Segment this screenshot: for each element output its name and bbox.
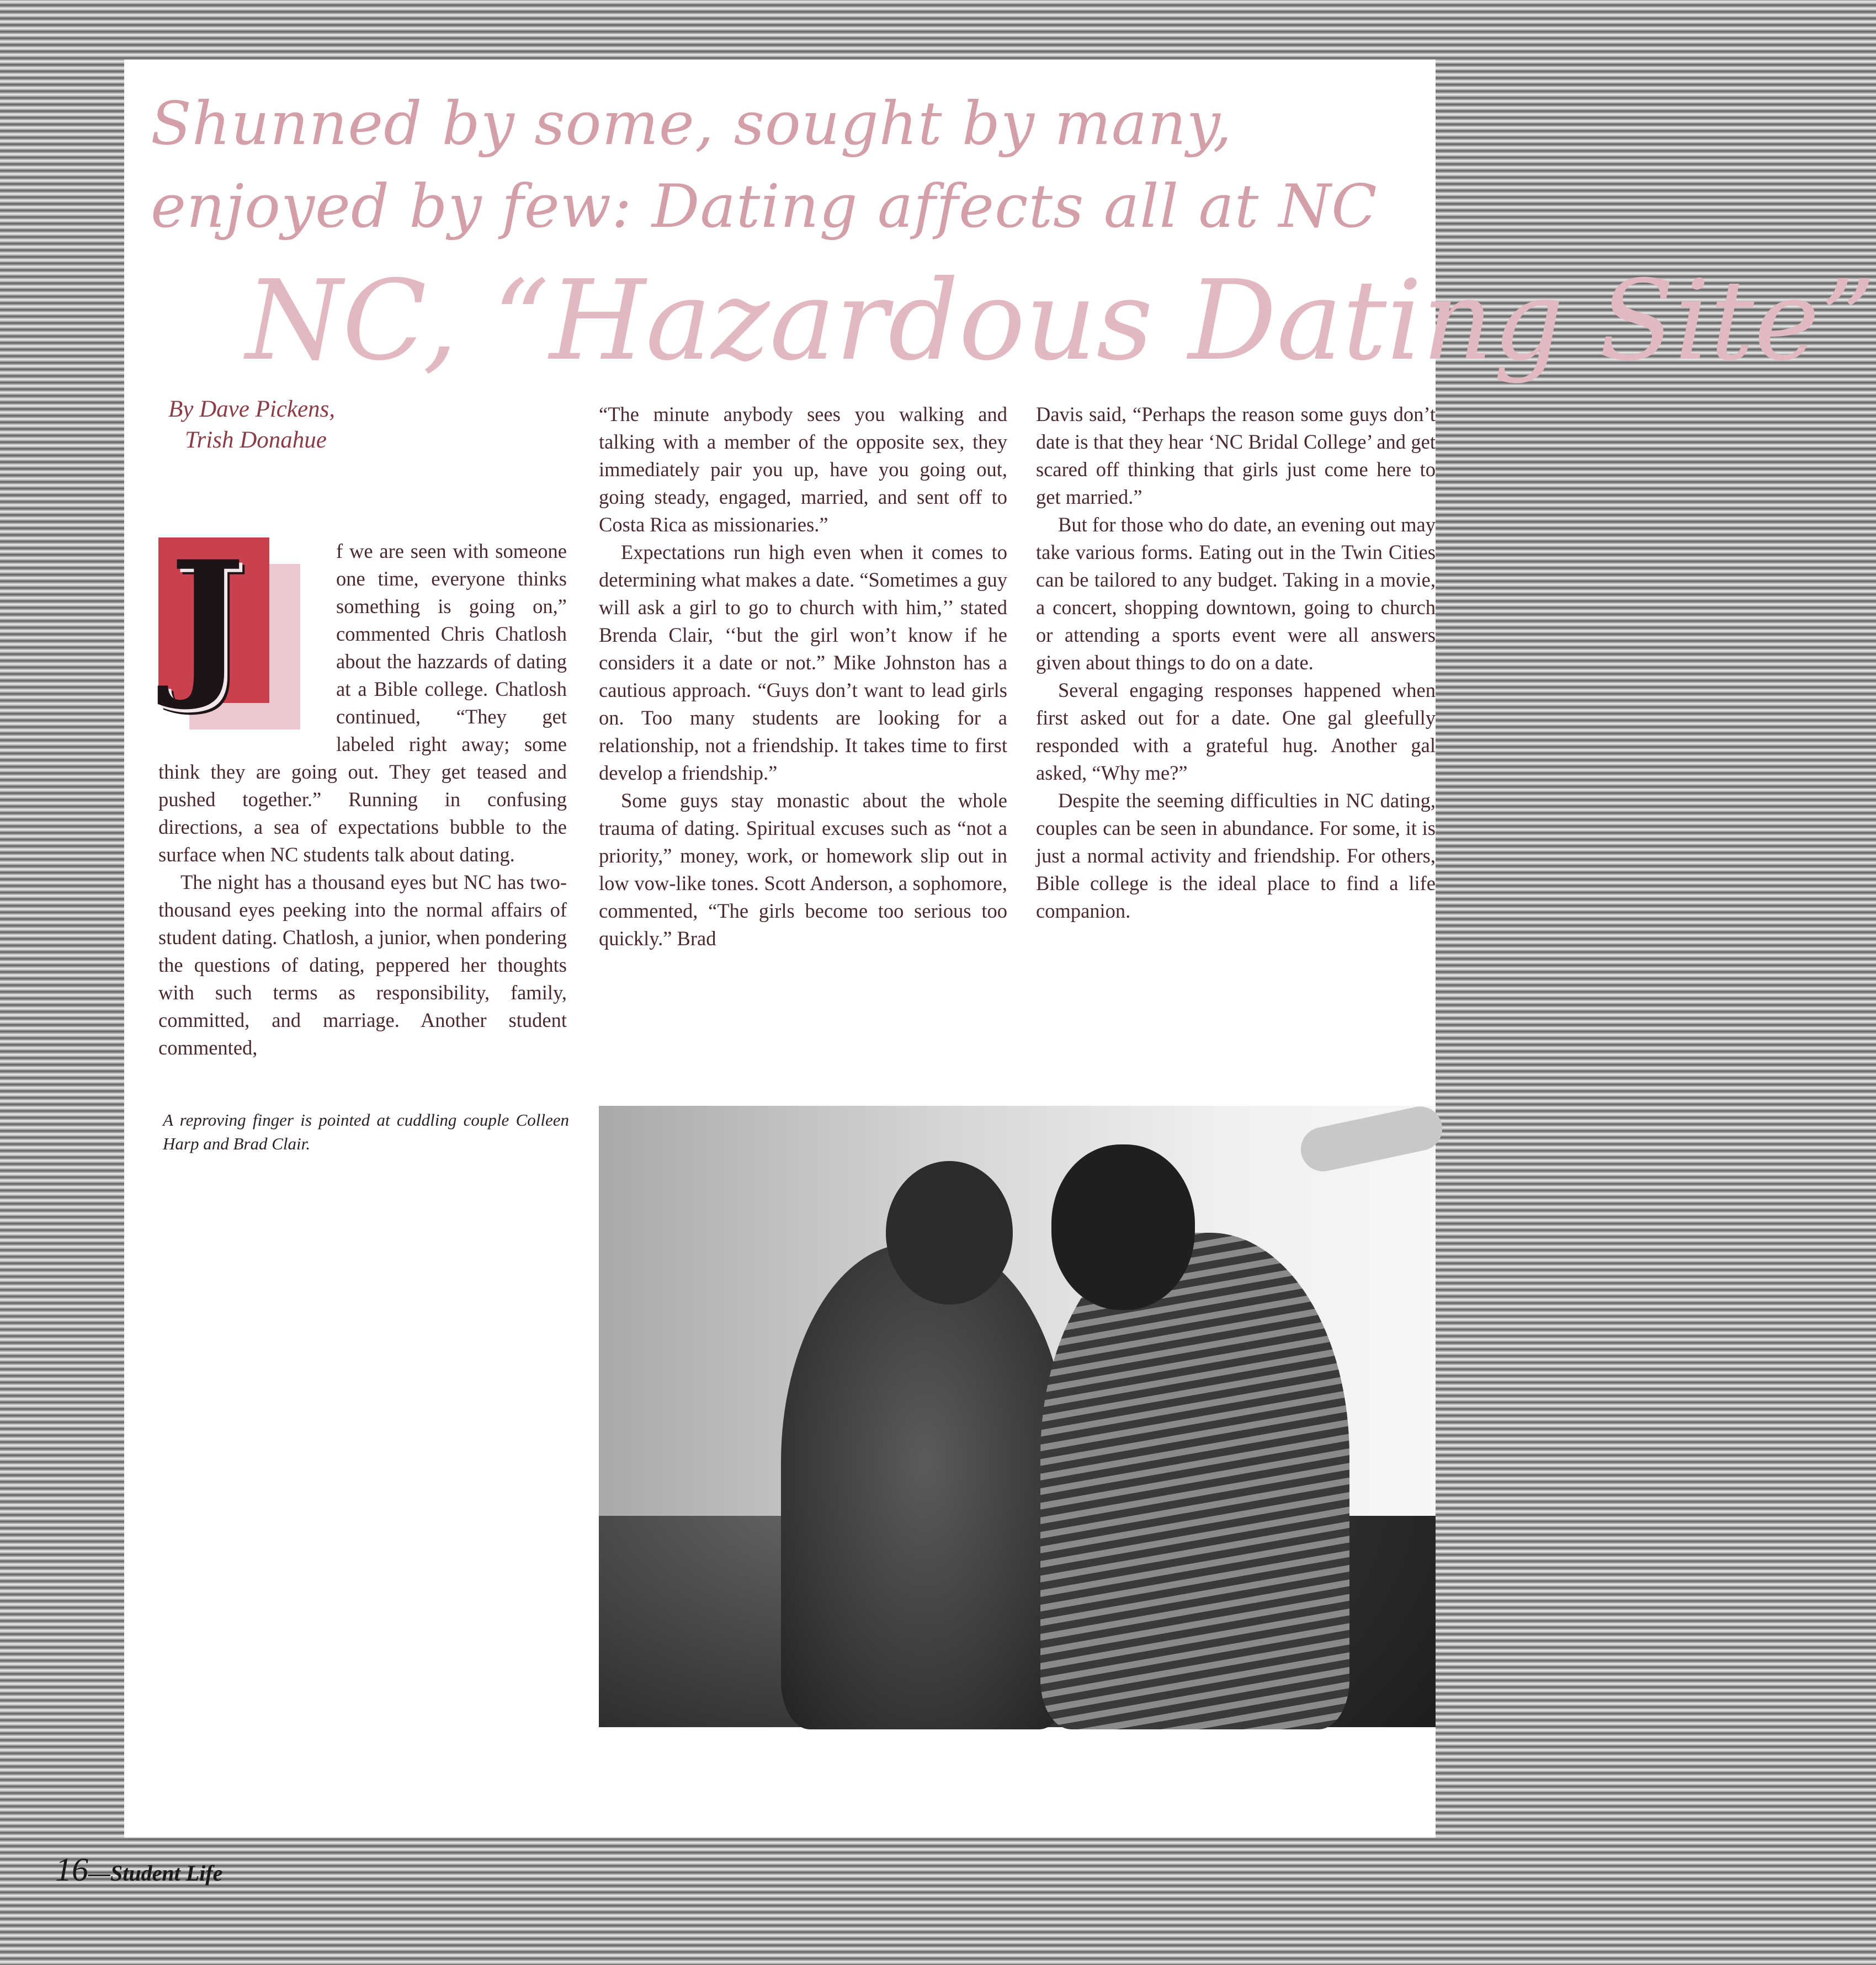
photo-woman-head — [886, 1161, 1013, 1304]
paragraph: The night has a thousand eyes but NC has two-thousand eyes peeking into the normal affairs of student dating. Chatlosh, a junior, when pondering the questions of dating, peppered her thoughts with such terms as responsibility, family, committed, and marriage. Another student commented, — [158, 871, 567, 1059]
photo-man-head — [1051, 1144, 1195, 1310]
paragraph: Despite the seeming difficulties in NC dating, couples can be seen in abundance. For some, it is just a normal activity and friendship. For others, Bible college is the ideal place to find a life companion. — [1036, 789, 1436, 922]
section-name: —Student Life — [88, 1861, 223, 1886]
paragraph: Expectations run high even when it comes to determining what makes a date. “Sometimes a guy will ask a girl to go to church with him,’’ stated Brenda Clair, ‘‘but the girl won’t know if he considers it a date or not.” Mike Johnston has a cautious approach. “Guys don’t want to lead girls on. Too many students are looking for a relationship, not a friendship. It takes time to first develop a friendship.” — [599, 541, 1007, 784]
photo-woman-figure — [781, 1244, 1068, 1729]
article-column-1 — [158, 526, 567, 1062]
headline-line-1: Shunned by some, sought by many, — [151, 89, 1232, 158]
byline-author-2: Trish Donahue — [185, 427, 327, 453]
byline — [168, 394, 335, 456]
photo-man-figure — [1040, 1233, 1349, 1729]
drop-cap-letter: J — [169, 526, 246, 714]
article-column-3 — [1036, 401, 1436, 925]
drop-cap — [158, 526, 324, 732]
paragraph: Several engaging responses happened when first asked out for a date. One gal gleefully responded with a grateful hug. Another gal asked, “Why me?” — [1036, 679, 1436, 784]
paragraph: f we are seen with someone one time, everyone thinks something is going on,” commented Chris Chatlosh about the hazzards of dating at a Bible college. Chatlosh continued, “They get labeled right away; some think they are going out. They get teased and pushed together.” Running in confusing directions, a sea of expectations bubble to the surface when NC students talk about dating. — [158, 540, 567, 866]
page-folio — [55, 1851, 222, 1889]
byline-author-1: By Dave Pickens, — [168, 396, 336, 422]
paragraph: Some guys stay monastic about the whole trauma of dating. Spiritual excuses such as “not a priority,” money, work, or homework slip out in low vow-like tones. Scott Anderson, a sophomore, commented, “The girls become too serious too quickly.” Brad — [599, 789, 1007, 950]
paragraph: Davis said, “Perhaps the reason some guys don’t date is that they hear ‘NC Bridal College’ and get scared off thinking that girls just come here to get married.” — [1036, 403, 1436, 508]
couple-photo — [599, 1106, 1436, 1727]
headline-line-2: enjoyed by few: Dating affects all at NC — [151, 172, 1378, 241]
page-number: 16 — [55, 1851, 88, 1888]
main-title: NC, “Hazardous Dating Site” — [246, 257, 1876, 385]
page-sheet — [124, 60, 1876, 1838]
headline — [151, 83, 1420, 248]
paragraph: But for those who do date, an evening out may take various forms. Eating out in the Twin Cities can be tailored to any budget. Taking in a movie, a concert, shopping downtown, going to church or attending a sports event were all answers given about things to do on a date. — [1036, 513, 1436, 674]
photo-caption: A reproving finger is pointed at cuddling couple Colleen Harp and Brad Clair. — [163, 1110, 569, 1153]
article-column-2 — [599, 401, 1007, 952]
paragraph: “The minute anybody sees you walking and talking with a member of the opposite sex, they immediately pair you up, have you going out, going steady, engaged, married, and sent off to Costa Rica as missionaries.” — [599, 403, 1007, 536]
